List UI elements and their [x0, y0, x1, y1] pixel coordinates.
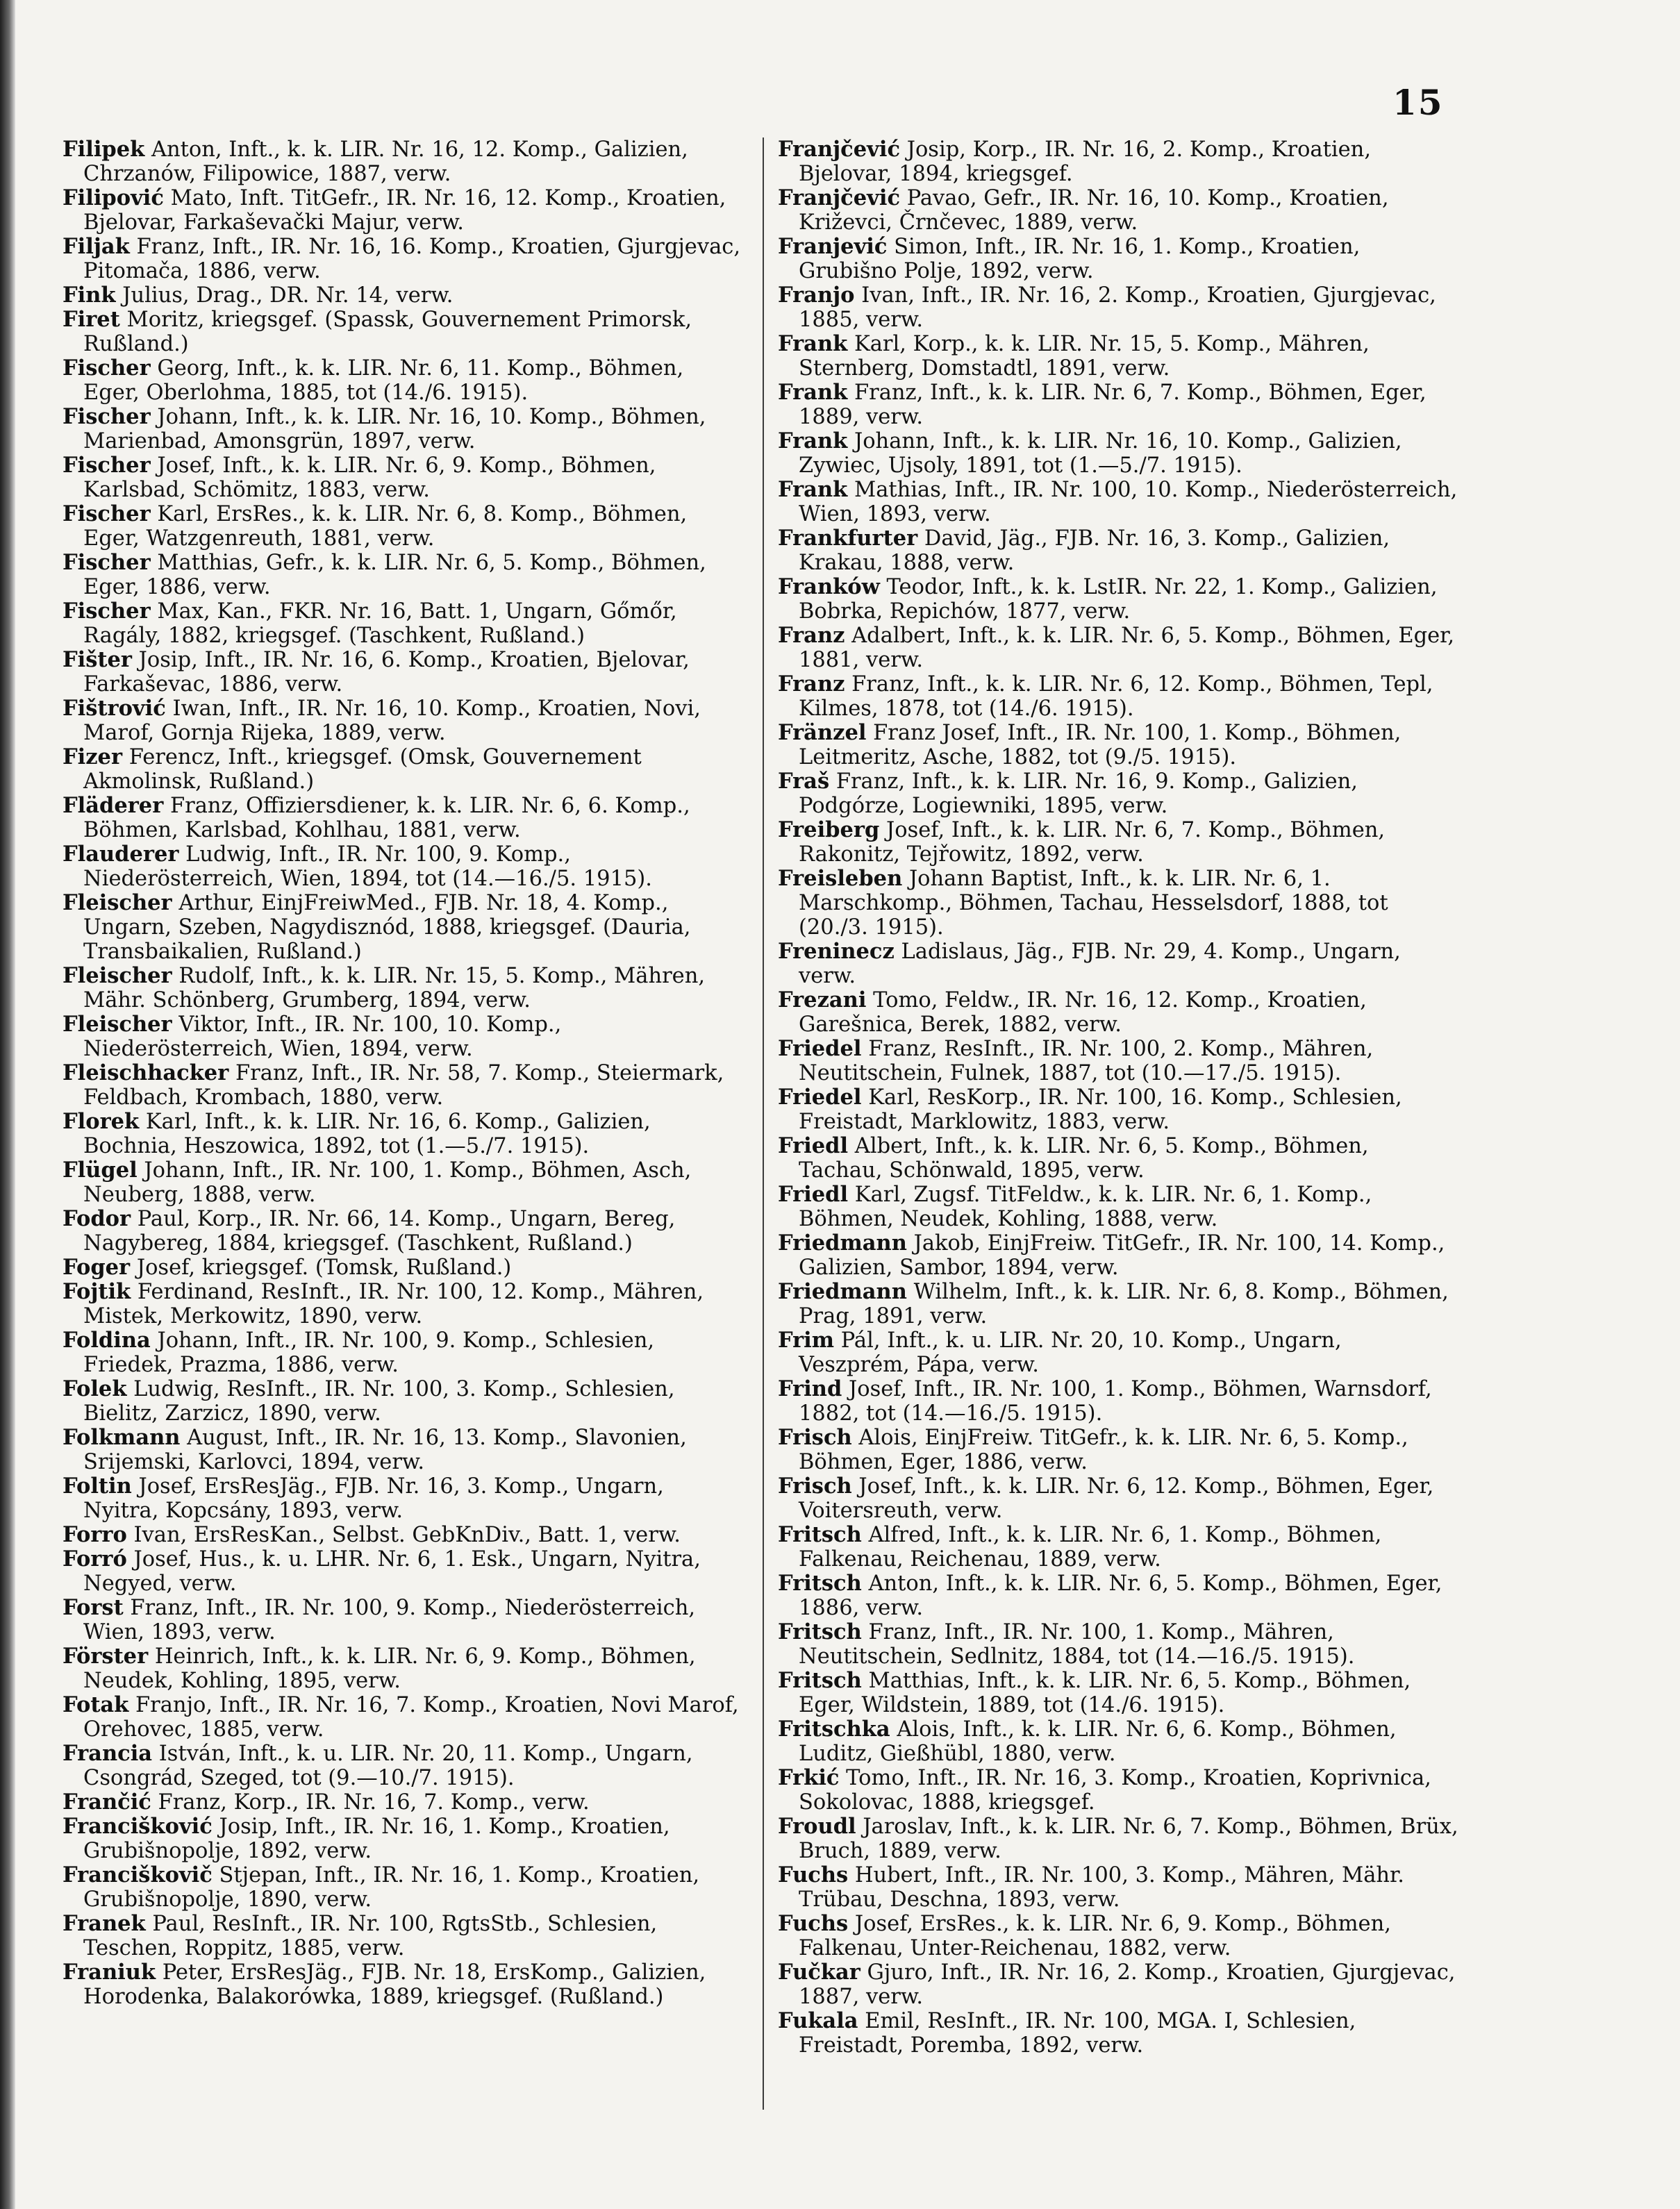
two-column-list	[56, 137, 1458, 2110]
entry-surname: Filipović	[63, 185, 164, 210]
list-item	[63, 1012, 743, 1061]
entry-details: Pál, Inft., k. u. LIR. Nr. 20, 10. Komp., Ungarn, Veszprém, Pápa, verw.	[799, 1328, 1342, 1377]
entry-details: Max, Kan., FKR. Nr. 16, Batt. 1, Ungarn, Gőmőr, Ragály, 1882, kriegsgef. (Taschkent, Rußland.)	[83, 599, 677, 648]
entry-surname: Frank	[778, 331, 848, 356]
entry-details: Josip, Inft., IR. Nr. 16, 6. Komp., Kroatien, Bjelovar, Farkaševac, 1886, verw.	[83, 648, 690, 697]
list-item	[778, 1183, 1458, 1231]
list-item	[778, 1766, 1458, 1815]
list-item	[778, 1620, 1458, 1669]
entry-surname: Frank	[778, 428, 848, 453]
list-item	[63, 599, 743, 648]
list-item	[778, 1328, 1458, 1377]
entry-surname: Fuchs	[778, 1911, 849, 1936]
entry-surname: Fischer	[63, 453, 151, 478]
entry-surname: Fraš	[778, 769, 830, 794]
entry-surname: Fleischhacker	[63, 1060, 229, 1085]
list-item	[63, 1644, 743, 1693]
entry-details: Rudolf, Inft., k. k. LIR. Nr. 15, 5. Komp., Mähren, Mähr. Schönberg, Grumberg, 1894, verw.	[83, 964, 706, 1012]
entry-details: Johann, Inft., k. k. LIR. Nr. 16, 10. Komp., Galizien, Zywiec, Ujsoly, 1891, tot (1.—5./7. 1915).	[799, 429, 1402, 478]
list-item	[63, 794, 743, 842]
entry-details: Johann Baptist, Inft., k. k. LIR. Nr. 6, 1. Marschkomp., Böhmen, Tachau, Hesselsdorf, 1888, tot (20./3. 1915).	[799, 867, 1388, 940]
list-item	[63, 1693, 743, 1742]
entry-details: Anton, Inft., k. k. LIR. Nr. 6, 5. Komp., Böhmen, Eger, 1886, verw.	[799, 1572, 1442, 1620]
list-item	[63, 137, 743, 186]
list-item	[63, 964, 743, 1012]
entry-details: Josef, ErsResJäg., FJB. Nr. 16, 3. Komp., Ungarn, Nyitra, Kopcsány, 1893, verw.	[83, 1474, 664, 1523]
list-item	[63, 1474, 743, 1523]
entry-surname: Friedel	[778, 1085, 862, 1110]
entry-surname: Franjo	[778, 283, 855, 308]
entry-surname: Fink	[63, 283, 116, 308]
list-item	[778, 1815, 1458, 1863]
entry-surname: Fritsch	[778, 1522, 862, 1547]
entry-surname: Fischer	[63, 501, 151, 526]
entry-surname: Francia	[63, 1741, 153, 1766]
list-item	[778, 1231, 1458, 1280]
list-item	[778, 186, 1458, 235]
entry-details: Viktor, Inft., IR. Nr. 100, 10. Komp., Niederösterreich, Wien, 1894, verw.	[83, 1012, 562, 1061]
entry-surname: Fukala	[778, 2008, 858, 2033]
entry-surname: Fleischer	[63, 963, 172, 988]
entry-details: Georg, Inft., k. k. LIR. Nr. 6, 11. Komp., Böhmen, Eger, Oberlohma, 1885, tot (14./6. 1915).	[83, 356, 684, 405]
entry-details: Wilhelm, Inft., k. k. LIR. Nr. 6, 8. Komp., Böhmen, Prag, 1891, verw.	[799, 1280, 1449, 1328]
entry-details: Ferencz, Inft., kriegsgef. (Omsk, Gouvernement Akmolinsk, Rußland.)	[83, 745, 642, 794]
entry-surname: Froudl	[778, 1814, 856, 1839]
entry-details: Johann, Inft., IR. Nr. 100, 1. Komp., Böhmen, Asch, Neuberg, 1888, verw.	[83, 1158, 692, 1207]
entry-surname: Fuchs	[778, 1862, 849, 1887]
entry-surname: Friedl	[778, 1182, 849, 1207]
list-item	[63, 1426, 743, 1474]
list-item	[778, 867, 1458, 940]
right-column	[778, 137, 1458, 2058]
entry-surname: Fritsch	[778, 1619, 862, 1644]
list-item	[778, 1960, 1458, 2009]
entry-details: Karl, Inft., k. k. LIR. Nr. 16, 6. Komp., Galizien, Bochnia, Heszowica, 1892, tot (1.—5./7. 1915).	[83, 1110, 651, 1158]
entry-details: Tomo, Inft., IR. Nr. 16, 3. Komp., Kroatien, Koprivnica, Sokolovac, 1888, kriegsgef.	[799, 1766, 1431, 1815]
list-item	[63, 1377, 743, 1426]
list-item	[778, 1426, 1458, 1474]
entry-details: Matthias, Inft., k. k. LIR. Nr. 6, 5. Komp., Böhmen, Eger, Wildstein, 1889, tot (14./6. 1915).	[799, 1669, 1411, 1717]
entry-details: Jaroslav, Inft., k. k. LIR. Nr. 6, 7. Komp., Böhmen, Brüx, Bruch, 1889, verw.	[799, 1815, 1458, 1863]
entry-details: Franz, Inft., IR. Nr. 58, 7. Komp., Steiermark, Feldbach, Krombach, 1880, verw.	[83, 1061, 724, 1110]
entry-details: Josef, Inft., k. k. LIR. Nr. 6, 9. Komp., Böhmen, Karlsbad, Schömitz, 1883, verw.	[83, 453, 656, 502]
list-item	[63, 891, 743, 964]
list-item	[63, 1256, 743, 1280]
entry-surname: Forró	[63, 1547, 127, 1572]
entry-surname: Friedmann	[778, 1231, 907, 1256]
list-item	[63, 1742, 743, 1790]
entry-details: Franz, Korp., IR. Nr. 16, 7. Komp., verw.	[151, 1790, 590, 1815]
entry-details: Peter, ErsResJäg., FJB. Nr. 18, ErsKomp., Galizien, Horodenka, Balakorówka, 1889, kriegsgef. (Rußland.)	[83, 1960, 706, 2009]
list-item	[778, 575, 1458, 624]
list-item	[778, 1085, 1458, 1134]
entry-surname: Fodor	[63, 1206, 131, 1231]
list-item	[778, 1280, 1458, 1328]
entry-surname: Frezani	[778, 987, 867, 1012]
entry-details: Karl, Zugsf. TitFeldw., k. k. LIR. Nr. 6, 1. Komp., Böhmen, Neudek, Kohling, 1888, verw.	[799, 1183, 1372, 1231]
list-item	[63, 283, 743, 308]
list-item	[63, 453, 743, 502]
entry-details: Josef, kriegsgef. (Tomsk, Rußland.)	[130, 1256, 512, 1280]
entry-details: Franz, Inft., k. k. LIR. Nr. 6, 12. Komp., Böhmen, Tepl, Kilmes, 1878, tot (14./6. 1915).	[799, 672, 1433, 721]
entry-surname: Francišković	[63, 1814, 213, 1839]
column-divider	[763, 137, 764, 2110]
entry-surname: Florek	[63, 1109, 140, 1134]
entry-surname: Frankfurter	[778, 526, 918, 551]
list-item	[63, 1596, 743, 1644]
entry-details: Johann, Inft., k. k. LIR. Nr. 16, 10. Komp., Böhmen, Marienbad, Amonsgrün, 1897, verw.	[83, 405, 706, 453]
list-item	[63, 1328, 743, 1377]
entry-surname: Freisleben	[778, 866, 903, 891]
entry-details: Ludwig, ResInft., IR. Nr. 100, 3. Komp., Schlesien, Bielitz, Zarzicz, 1890, verw.	[83, 1377, 675, 1426]
list-item	[778, 235, 1458, 283]
list-item	[63, 502, 743, 551]
entry-surname: Franiuk	[63, 1960, 156, 1985]
list-item	[778, 1669, 1458, 1717]
entry-details: Franjo, Inft., IR. Nr. 16, 7. Komp., Kroatien, Novi Marof, Orehovec, 1885, verw.	[83, 1693, 739, 1742]
entry-details: Franz, Inft., IR. Nr. 100, 9. Komp., Niederösterreich, Wien, 1893, verw.	[83, 1596, 696, 1644]
entry-surname: Fischer	[63, 404, 151, 429]
entry-details: Josef, Inft., IR. Nr. 100, 1. Komp., Böhmen, Warnsdorf, 1882, tot (14.—16./5. 1915).	[799, 1377, 1432, 1426]
list-item	[778, 478, 1458, 526]
list-item	[778, 2009, 1458, 2058]
list-item	[778, 672, 1458, 721]
list-item	[778, 1863, 1458, 1912]
list-item	[63, 1158, 743, 1207]
entry-details: Alois, Inft., k. k. LIR. Nr. 6, 6. Komp., Böhmen, Luditz, Gießhübl, 1880, verw.	[799, 1717, 1397, 1766]
entry-details: Stjepan, Inft., IR. Nr. 16, 1. Komp., Kroatien, Grubišnopolje, 1890, verw.	[83, 1863, 700, 1912]
entry-surname: Franjčević	[778, 185, 901, 210]
entry-surname: Franjević	[778, 234, 888, 259]
entry-details: David, Jäg., FJB. Nr. 16, 3. Komp., Galizien, Krakau, 1888, verw.	[799, 526, 1390, 575]
entry-surname: Freninecz	[778, 939, 895, 964]
list-item	[778, 624, 1458, 672]
list-item	[778, 1037, 1458, 1085]
entry-surname: Franciškovič	[63, 1862, 213, 1887]
entry-details: Albert, Inft., k. k. LIR. Nr. 6, 5. Komp., Böhmen, Tachau, Schönwald, 1895, verw.	[799, 1134, 1369, 1183]
list-item	[63, 1863, 743, 1912]
entry-details: Mathias, Inft., IR. Nr. 100, 10. Komp., Niederösterreich, Wien, 1893, verw.	[799, 478, 1458, 526]
entry-surname: Fränzel	[778, 720, 867, 745]
list-item	[63, 551, 743, 599]
entry-details: Josef, Hus., k. u. LHR. Nr. 6, 1. Esk., Ungarn, Nyitra, Negyed, verw.	[83, 1547, 701, 1596]
entry-details: Alfred, Inft., k. k. LIR. Nr. 6, 1. Komp., Böhmen, Falkenau, Reichenau, 1889, verw.	[799, 1523, 1382, 1572]
entry-details: Emil, ResInft., IR. Nr. 100, MGA. I, Schlesien, Freistadt, Poremba, 1892, verw.	[799, 2009, 1356, 2058]
entry-details: Adalbert, Inft., k. k. LIR. Nr. 6, 5. Komp., Böhmen, Eger, 1881, verw.	[799, 624, 1455, 672]
entry-details: Karl, Korp., k. k. LIR. Nr. 15, 5. Komp., Mähren, Sternberg, Domstadtl, 1891, verw.	[799, 332, 1370, 381]
page-binding-edge	[0, 0, 15, 2209]
entry-details: Julius, Drag., DR. Nr. 14, verw.	[115, 283, 454, 308]
list-item	[778, 1912, 1458, 1960]
entry-surname: Fischer	[63, 599, 151, 624]
entry-surname: Fišter	[63, 647, 132, 672]
entry-surname: Frank	[778, 477, 848, 502]
entry-surname: Forst	[63, 1595, 124, 1620]
list-item	[778, 721, 1458, 769]
list-item	[63, 1110, 743, 1158]
list-item	[778, 1377, 1458, 1426]
list-item	[778, 1474, 1458, 1523]
entry-details: Josip, Inft., IR. Nr. 16, 1. Komp., Kroatien, Grubišnopolje, 1892, verw.	[83, 1815, 670, 1863]
entry-surname: Friedel	[778, 1036, 862, 1061]
entry-surname: Flügel	[63, 1158, 138, 1183]
entry-surname: Frind	[778, 1376, 842, 1401]
entry-details: Franz, Inft., IR. Nr. 100, 1. Komp., Mähren, Neutitschein, Sedlnitz, 1884, tot (14.—16./5. 1915).	[799, 1620, 1355, 1669]
entry-details: Mato, Inft. TitGefr., IR. Nr. 16, 12. Komp., Kroatien, Bjelovar, Farkaševački Majur, verw.	[83, 186, 726, 235]
entry-surname: Fläderer	[63, 793, 164, 818]
entry-surname: Filipek	[63, 137, 145, 162]
entry-details: Ladislaus, Jäg., FJB. Nr. 29, 4. Komp., Ungarn, verw.	[799, 940, 1401, 988]
list-item	[63, 1960, 743, 2009]
entry-surname: Fritsch	[778, 1668, 862, 1693]
entry-details: Paul, ResInft., IR. Nr. 100, RgtsStb., Schlesien, Teschen, Roppitz, 1885, verw.	[83, 1912, 658, 1960]
entry-surname: Flauderer	[63, 842, 179, 867]
entry-details: Johann, Inft., IR. Nr. 100, 9. Komp., Schlesien, Friedek, Prazma, 1886, verw.	[83, 1328, 655, 1377]
entry-details: Iwan, Inft., IR. Nr. 16, 10. Komp., Kroatien, Novi, Marof, Gornja Rijeka, 1889, verw.	[83, 697, 701, 745]
entry-surname: Franków	[778, 574, 880, 599]
list-item	[778, 1717, 1458, 1766]
list-item	[778, 526, 1458, 575]
entry-details: Karl, ErsRes., k. k. LIR. Nr. 6, 8. Komp., Böhmen, Eger, Watzgenreuth, 1881, verw.	[83, 502, 688, 551]
entry-details: Josef, Inft., k. k. LIR. Nr. 6, 12. Komp., Böhmen, Eger, Voitersreuth, verw.	[799, 1474, 1434, 1523]
list-item	[63, 745, 743, 794]
entry-surname: Fotak	[63, 1692, 129, 1717]
list-item	[778, 137, 1458, 186]
entry-surname: Fučkar	[778, 1960, 860, 1985]
entry-details: Teodor, Inft., k. k. LstIR. Nr. 22, 1. Komp., Galizien, Bobrka, Repichów, 1877, verw.	[799, 575, 1438, 624]
entry-details: Simon, Inft., IR. Nr. 16, 1. Komp., Kroatien, Grubišno Polje, 1892, verw.	[799, 235, 1361, 283]
entry-details: Anton, Inft., k. k. LIR. Nr. 16, 12. Komp., Galizien, Chrzanów, Filipowice, 1887, verw.	[83, 137, 688, 186]
list-item	[63, 1207, 743, 1256]
list-item	[63, 1912, 743, 1960]
entry-details: Gjuro, Inft., IR. Nr. 16, 2. Komp., Kroatien, Gjurgjevac, 1887, verw.	[799, 1960, 1456, 2009]
entry-details: Arthur, EinjFreiwMed., FJB. Nr. 18, 4. Komp., Ungarn, Szeben, Nagydisznód, 1888, kriegsgef. (Dauria, Transbaikalien, Rußland.)	[83, 891, 691, 964]
entry-details: Hubert, Inft., IR. Nr. 100, 3. Komp., Mähren, Mähr. Trübau, Deschna, 1893, verw.	[799, 1863, 1404, 1912]
list-item	[63, 308, 743, 356]
entry-surname: Franjčević	[778, 137, 901, 162]
entry-surname: Folkmann	[63, 1425, 181, 1450]
list-item	[63, 648, 743, 697]
entry-details: Ivan, ErsResKan., Selbst. GebKnDiv., Batt. 1, verw.	[126, 1523, 681, 1547]
entry-surname: Filjak	[63, 234, 130, 259]
list-item	[63, 1061, 743, 1110]
entry-details: Karl, ResKorp., IR. Nr. 100, 16. Komp., Schlesien, Freistadt, Marklowitz, 1883, verw.	[799, 1085, 1402, 1134]
entry-surname: Friedl	[778, 1133, 849, 1158]
entry-surname: Forro	[63, 1522, 127, 1547]
list-item	[63, 842, 743, 891]
list-item	[63, 356, 743, 405]
entry-details: Franz, ResInft., IR. Nr. 100, 2. Komp., Mähren, Neutitschein, Fulnek, 1887, tot (10.—17./5. 1915).	[799, 1037, 1374, 1085]
entry-details: Paul, Korp., IR. Nr. 66, 14. Komp., Ungarn, Bereg, Nagybereg, 1884, kriegsgef. (Taschkent, Rußland.)	[83, 1207, 676, 1256]
list-item	[778, 1523, 1458, 1572]
entry-surname: Fleischer	[63, 1012, 172, 1037]
list-item	[63, 1280, 743, 1328]
entry-surname: Frim	[778, 1328, 835, 1353]
entry-surname: Franek	[63, 1911, 146, 1936]
entry-surname: Frančić	[63, 1790, 151, 1815]
list-item	[778, 1572, 1458, 1620]
entry-details: Josef, ErsRes., k. k. LIR. Nr. 6, 9. Komp., Böhmen, Falkenau, Unter-Reichenau, 1882, verw.	[799, 1912, 1391, 1960]
entry-details: Josef, Inft., k. k. LIR. Nr. 6, 7. Komp., Böhmen, Rakonitz, Tejřowitz, 1892, verw.	[799, 818, 1386, 867]
list-item	[63, 1547, 743, 1596]
entry-surname: Firet	[63, 307, 120, 332]
list-item	[778, 429, 1458, 478]
entry-surname: Foger	[63, 1255, 131, 1280]
entry-surname: Fizer	[63, 744, 123, 769]
list-item	[63, 405, 743, 453]
list-item	[778, 940, 1458, 988]
list-item	[778, 332, 1458, 381]
entry-details: Alois, EinjFreiw. TitGefr., k. k. LIR. Nr. 6, 5. Komp., Böhmen, Eger, 1886, verw.	[799, 1426, 1408, 1474]
entry-details: Franz, Inft., IR. Nr. 16, 16. Komp., Kroatien, Gjurgjevac, Pitomača, 1886, verw.	[83, 235, 741, 283]
list-item	[778, 1134, 1458, 1183]
entry-surname: Fritschka	[778, 1717, 890, 1742]
entry-details: Josip, Korp., IR. Nr. 16, 2. Komp., Kroatien, Bjelovar, 1894, kriegsgef.	[799, 137, 1372, 186]
entry-surname: Fojtik	[63, 1279, 131, 1304]
entry-details: Ludwig, Inft., IR. Nr. 100, 9. Komp., Niederösterreich, Wien, 1894, tot (14.—16./5. 1915).	[83, 842, 652, 891]
entry-details: Tomo, Feldw., IR. Nr. 16, 12. Komp., Kroatien, Garešnica, Berek, 1882, verw.	[799, 988, 1367, 1037]
entry-surname: Franz	[778, 623, 845, 648]
entry-surname: Fleischer	[63, 890, 172, 915]
list-item	[778, 283, 1458, 332]
list-item	[778, 769, 1458, 818]
entry-surname: Fischer	[63, 550, 151, 575]
list-item	[778, 988, 1458, 1037]
entry-details: Franz, Inft., k. k. LIR. Nr. 6, 7. Komp., Böhmen, Eger, 1889, verw.	[799, 381, 1427, 429]
list-item	[63, 235, 743, 283]
entry-surname: Freiberg	[778, 817, 880, 842]
entry-details: Franz, Inft., k. k. LIR. Nr. 16, 9. Komp., Galizien, Podgórze, Logiewniki, 1895, verw.	[799, 769, 1358, 818]
list-item	[63, 1523, 743, 1547]
entry-surname: Fischer	[63, 356, 151, 381]
entry-surname: Förster	[63, 1644, 149, 1669]
list-item	[63, 1790, 743, 1815]
list-item	[778, 818, 1458, 867]
entry-surname: Fištrović	[63, 696, 166, 721]
entry-surname: Foltin	[63, 1474, 132, 1499]
entry-surname: Franz	[778, 672, 845, 697]
entry-surname: Frkić	[778, 1765, 840, 1790]
entry-surname: Fritsch	[778, 1571, 862, 1596]
entry-details: Ivan, Inft., IR. Nr. 16, 2. Komp., Kroatien, Gjurgjevac, 1885, verw.	[799, 283, 1436, 332]
entry-details: Franz Josef, Inft., IR. Nr. 100, 1. Komp., Böhmen, Leitmeritz, Asche, 1882, tot (9./5. 1915).	[799, 721, 1402, 769]
entry-details: István, Inft., k. u. LIR. Nr. 20, 11. Komp., Ungarn, Csongrád, Szeged, tot (9.—10./7. 1915).	[83, 1742, 693, 1790]
entry-details: Heinrich, Inft., k. k. LIR. Nr. 6, 9. Komp., Böhmen, Neudek, Kohling, 1895, verw.	[83, 1644, 696, 1693]
entry-details: Matthias, Gefr., k. k. LIR. Nr. 6, 5. Komp., Böhmen, Eger, 1886, verw.	[83, 551, 706, 599]
entry-surname: Frisch	[778, 1474, 852, 1499]
entry-details: Moritz, kriegsgef. (Spassk, Gouvernement Primorsk, Rußland.)	[83, 308, 692, 356]
left-column	[63, 137, 743, 2009]
entry-surname: Foldina	[63, 1328, 151, 1353]
entry-surname: Frank	[778, 380, 848, 405]
list-item	[63, 186, 743, 235]
entry-details: Jakob, EinjFreiw. TitGefr., IR. Nr. 100, 14. Komp., Galizien, Sambor, 1894, verw.	[799, 1231, 1445, 1280]
list-item	[63, 1815, 743, 1863]
list-item	[778, 381, 1458, 429]
entry-details: Pavao, Gefr., IR. Nr. 16, 10. Komp., Kroatien, Križevci, Črnčevec, 1889, verw.	[799, 186, 1389, 235]
page-number: 15	[1392, 82, 1444, 123]
list-item	[63, 697, 743, 745]
entry-details: Ferdinand, ResInft., IR. Nr. 100, 12. Komp., Mähren, Mistek, Merkowitz, 1890, verw.	[83, 1280, 704, 1328]
entry-surname: Frisch	[778, 1425, 852, 1450]
entry-details: Franz, Offiziersdiener, k. k. LIR. Nr. 6, 6. Komp., Böhmen, Karlsbad, Kohlhau, 1881, verw.	[83, 794, 690, 842]
entry-surname: Friedmann	[778, 1279, 907, 1304]
entry-details: August, Inft., IR. Nr. 16, 13. Komp., Slavonien, Srijemski, Karlovci, 1894, verw.	[83, 1426, 687, 1474]
entry-surname: Folek	[63, 1376, 127, 1401]
